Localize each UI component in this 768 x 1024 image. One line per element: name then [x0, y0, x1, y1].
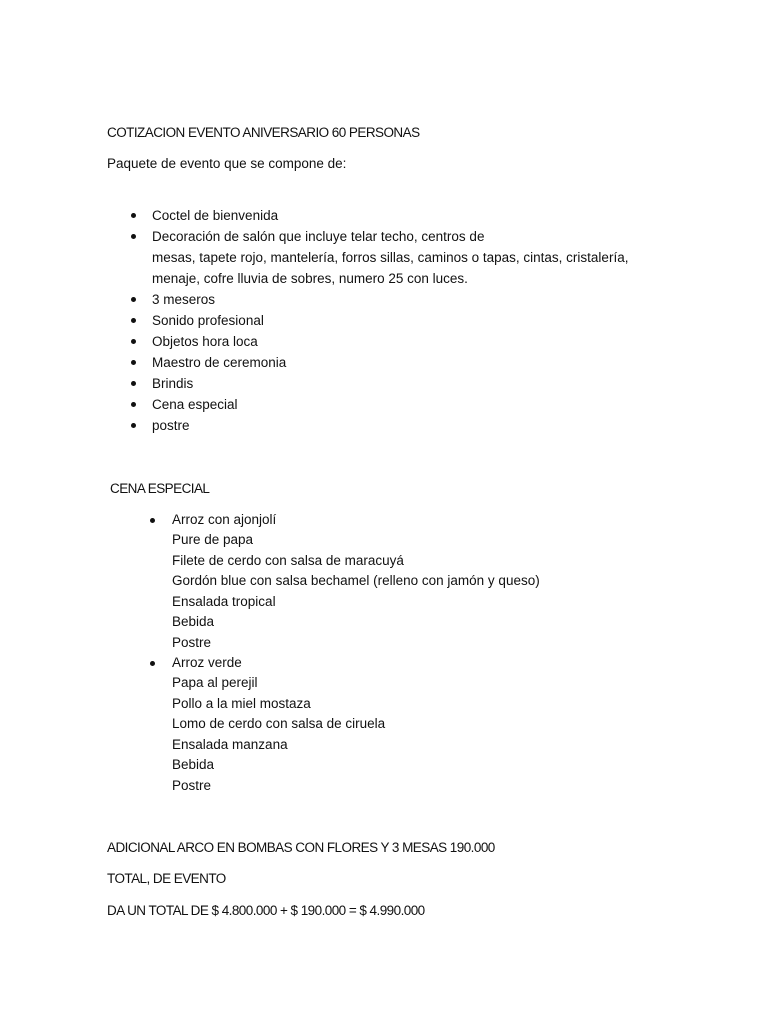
- bullet-icon: [131, 234, 136, 239]
- list-item-text: postre: [152, 418, 190, 434]
- section-heading-cena-especial: CENA ESPECIAL: [110, 480, 210, 496]
- menu-dish: Postre: [172, 634, 212, 650]
- menu-dish: Ensalada manzana: [172, 736, 288, 752]
- bullet-icon: [150, 518, 155, 523]
- list-item: [0, 415, 628, 436]
- bullet-icon: [131, 297, 136, 302]
- package-intro: Paquete de evento que se compone de:: [107, 156, 347, 171]
- list-item-text: Sonido profesional: [152, 312, 264, 328]
- list-item-text: Maestro de ceremonia: [152, 355, 287, 371]
- list-item-text: Cena especial: [152, 397, 238, 413]
- menu-option: [0, 510, 540, 653]
- additional-item: ADICIONAL ARCO EN BOMBAS CON FLORES Y 3 MESAS 190.000: [107, 839, 495, 855]
- bullet-icon: [131, 318, 136, 323]
- menu-dish: Bebida: [172, 614, 215, 630]
- bullet-icon: [150, 661, 155, 666]
- bullet-icon: [131, 213, 136, 218]
- menu-dish: Pure de papa: [172, 532, 254, 548]
- bullet-icon: [131, 360, 136, 365]
- list-item-text: menaje, cofre lluvia de sobres, numero 25 con luces.: [152, 270, 468, 286]
- bullet-icon: [131, 339, 136, 344]
- list-item: [0, 331, 628, 352]
- package-list: [0, 205, 628, 437]
- menu-dish: Papa al perejil: [172, 675, 258, 691]
- list-item: [0, 310, 628, 331]
- total-label: TOTAL, DE EVENTO: [107, 870, 226, 886]
- list-item-text: Brindis: [152, 376, 194, 392]
- menu-dish: Postre: [172, 777, 212, 793]
- menu-option: [0, 653, 540, 796]
- menu-dish: Filete de cerdo con salsa de maracuyá: [172, 552, 404, 568]
- list-item: [0, 394, 628, 415]
- menu-dish: Pollo a la miel mostaza: [172, 695, 311, 711]
- menu-dish: Ensalada tropical: [172, 593, 276, 609]
- menu-dish: Gordón blue con salsa bechamel (relleno con jamón y queso): [172, 573, 540, 589]
- menu-dish: Arroz verde: [172, 654, 242, 670]
- list-item-text: Coctel de bienvenida: [152, 207, 279, 223]
- bullet-icon: [131, 423, 136, 428]
- list-item: [0, 226, 628, 289]
- list-item: [0, 352, 628, 373]
- list-item: [0, 205, 628, 226]
- bullet-icon: [131, 402, 136, 407]
- menu-dish: Bebida: [172, 757, 215, 773]
- list-item-text: 3 meseros: [152, 291, 216, 307]
- bullet-icon: [131, 381, 136, 386]
- list-item-text: Objetos hora loca: [152, 334, 258, 350]
- list-item-text: mesas, tapete rojo, mantelería, forros sillas, caminos o tapas, cintas, cristalería,: [152, 249, 629, 265]
- menu-dish: Arroz con ajonjolí: [172, 511, 277, 527]
- total-amount: DA UN TOTAL DE $ 4.800.000 + $ 190.000 = $ 4.990.000: [107, 902, 425, 918]
- menu-dish: Lomo de cerdo con salsa de ciruela: [172, 716, 386, 732]
- list-item: [0, 289, 628, 310]
- list-item: [0, 373, 628, 394]
- document-title: COTIZACION EVENTO ANIVERSARIO 60 PERSONAS: [107, 125, 420, 140]
- list-item-text: Decoración de salón que incluye telar techo, centros de: [152, 228, 485, 244]
- menu-options-list: [0, 510, 540, 796]
